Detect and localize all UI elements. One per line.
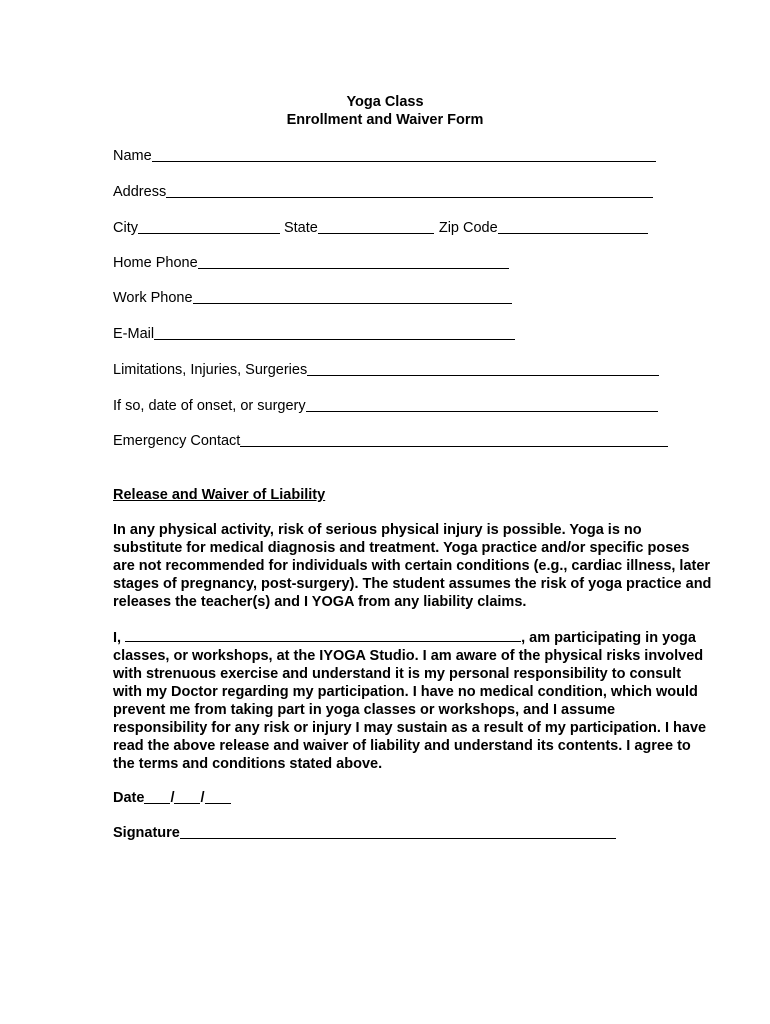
work-phone-row (113, 288, 512, 306)
date-month-field[interactable] (144, 789, 170, 804)
address-label: Address (113, 184, 167, 200)
limitations-label: Limitations, Injuries, Surgeries (113, 362, 308, 378)
date-separator: / (170, 790, 175, 806)
form-title: Yoga Class (346, 94, 424, 110)
waiver-heading: Release and Waiver of Liability (113, 487, 326, 503)
city-state-zip-row (113, 218, 648, 236)
state-label: State (283, 220, 318, 236)
home-phone-row (113, 253, 509, 271)
name-row (113, 146, 656, 164)
signature-row (113, 824, 616, 841)
participant-prefix: I, (113, 630, 126, 646)
signature-label: Signature (113, 825, 180, 841)
emergency-row (113, 431, 668, 449)
work-phone-label: Work Phone (113, 290, 193, 306)
work-phone-field[interactable] (193, 289, 512, 304)
date-label: Date (113, 790, 145, 806)
onset-field[interactable] (306, 397, 658, 412)
limitations-field[interactable] (307, 361, 659, 376)
address-row (113, 182, 653, 200)
participant-name-field[interactable] (125, 629, 521, 642)
waiver-paragraph-2 (113, 629, 713, 773)
state-field[interactable] (318, 219, 434, 234)
home-phone-field[interactable] (198, 254, 509, 269)
onset-label: If so, date of onset, or surgery (113, 398, 306, 414)
zip-field[interactable] (498, 219, 648, 234)
name-field[interactable] (152, 147, 656, 162)
emergency-label: Emergency Contact (113, 433, 241, 449)
date-year-field[interactable] (205, 789, 231, 804)
city-label: City (113, 220, 138, 236)
signature-field[interactable] (180, 824, 616, 839)
waiver-paragraph-1: In any physical activity, risk of serious physical injury is possible. Yoga is no substitute for medical diagnosis and treatment. Yoga practice and/or specific poses are not recommended for individuals with certain conditions (e.g., cardiac illness, later stages of pregnancy, post-surgery). The student assumes the risk of yoga practice and releases the teacher(s) and I YOGA from any liability claims. (113, 522, 712, 610)
limitations-row (113, 360, 659, 378)
emergency-field[interactable] (240, 432, 668, 447)
date-separator: / (200, 790, 205, 806)
address-field[interactable] (166, 183, 653, 198)
name-label: Name (113, 148, 152, 164)
home-phone-label: Home Phone (113, 255, 198, 271)
city-field[interactable] (138, 219, 280, 234)
waiver-statement: , am participating in yoga classes, or workshops, at the IYOGA Studio. I am aware of the physical risks involved with strenuous exercise and understand it is my personal responsibility to consult with my Doctor regarding my participation. I have no medical condition, which would prevent me from taking part in yoga classes or workshops, and I assume responsibility for any risk or injury I may sustain as a result of my participation. I have read the above release and waiver of liability and understand its contents. I agree to the terms and conditions stated above. (113, 630, 707, 772)
onset-row (113, 396, 658, 414)
form-subtitle: Enrollment and Waiver Form (286, 112, 484, 128)
email-field[interactable] (154, 325, 515, 340)
email-label: E-Mail (113, 326, 155, 342)
email-row (113, 324, 515, 342)
date-row (113, 789, 231, 806)
date-day-field[interactable] (174, 789, 200, 804)
zip-label: Zip Code (438, 220, 498, 236)
